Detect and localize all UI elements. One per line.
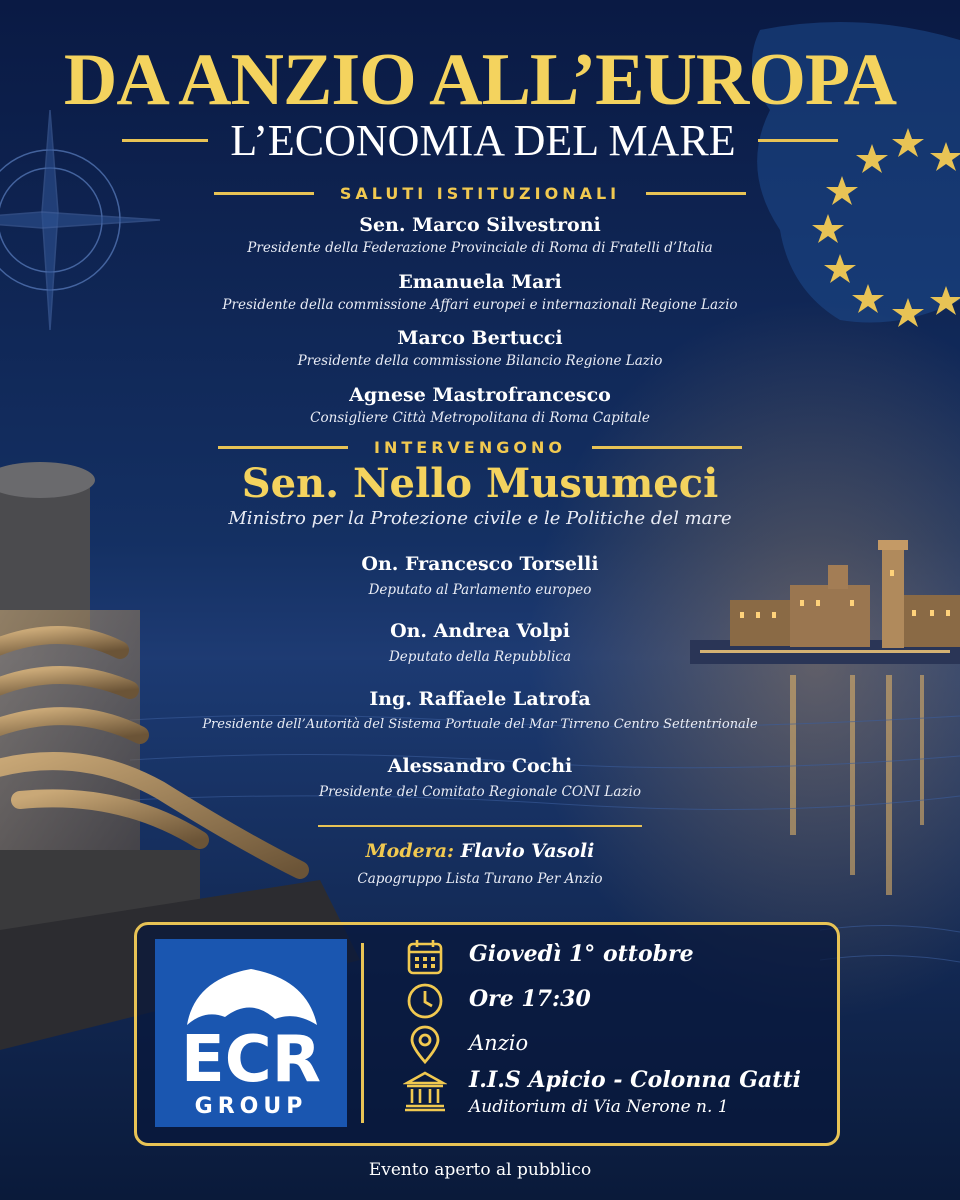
vertical-divider [361, 943, 364, 1123]
location-pin-icon [405, 1025, 445, 1065]
speaker-name: Alessandro Cochi [387, 755, 573, 777]
divider-line [214, 192, 314, 195]
building-icon [403, 1069, 447, 1113]
moderator-label: Modera: [365, 840, 455, 862]
speaker-name: Emanuela Mari [398, 271, 562, 293]
event-date: Giovedì 1° ottobre [469, 941, 694, 967]
speaker-name: Agnese Mastrofrancesco [349, 384, 611, 406]
event-subtitle: L’ECONOMIA DEL MARE [230, 115, 736, 165]
ecr-group-logo [155, 939, 347, 1127]
event-time: Ore 17:30 [469, 986, 591, 1012]
speaker-name: On. Andrea Volpi [390, 620, 570, 642]
event-city: Anzio [469, 1031, 529, 1055]
divider-line [218, 446, 348, 449]
divider-line [122, 139, 208, 142]
event-venue: I.I.S Apicio - Colonna Gatti [469, 1067, 801, 1093]
speaker-role: Presidente della Federazione Provinciale di Roma di Fratelli d’Italia [247, 240, 713, 256]
calendar-icon [405, 937, 445, 977]
event-address: Auditorium di Via Nerone n. 1 [469, 1097, 729, 1117]
speaker-role: Presidente della commissione Bilancio Regione Lazio [297, 353, 663, 369]
event-info-box [134, 922, 840, 1146]
speaker-role: Presidente dell’Autorità del Sistema Portuale del Mar Tirreno Centro Settentrionale [202, 717, 758, 732]
speaker-role: Consigliere Città Metropolitana di Roma Capitale [310, 410, 650, 426]
clock-icon [405, 981, 445, 1021]
speaker-role: Presidente del Comitato Regionale CONI Lazio [319, 784, 641, 800]
moderator-divider [318, 825, 642, 827]
speaker-name: Sen. Marco Silvestroni [359, 214, 601, 236]
section-intervengono-label: INTERVENGONO [374, 437, 566, 457]
main-speaker-role: Ministro per la Protezione civile e le Politiche del mare [228, 508, 732, 529]
main-speaker-name: Sen. Nello Musumeci [241, 460, 719, 507]
speaker-role: Presidente della commissione Affari europei e internazionali Regione Lazio [222, 297, 738, 313]
moderator-role: Capogruppo Lista Turano Per Anzio [357, 871, 603, 887]
section-saluti-label: SALUTI ISTITUZIONALI [339, 183, 621, 203]
divider-line [592, 446, 742, 449]
speaker-role: Deputato al Parlamento europeo [368, 582, 592, 598]
event-title: DA ANZIO ALL’EUROPA [63, 39, 897, 121]
speaker-role: Deputato della Repubblica [388, 649, 572, 665]
section-intervengono-header [0, 436, 960, 458]
subtitle-row [0, 112, 960, 168]
moderator-line [0, 840, 960, 862]
divider-line [758, 139, 838, 142]
section-saluti-header [0, 182, 960, 204]
logo-text-group: GROUP [194, 1094, 308, 1119]
speaker-name: On. Francesco Torselli [361, 553, 599, 575]
speaker-name: Ing. Raffaele Latrofa [369, 688, 591, 710]
footer-note: Evento aperto al pubblico [368, 1160, 592, 1180]
speaker-name: Marco Bertucci [397, 327, 563, 349]
logo-text-ecr: ECR [181, 1023, 321, 1097]
divider-line [646, 192, 746, 195]
moderator-name: Flavio Vasoli [460, 840, 595, 862]
